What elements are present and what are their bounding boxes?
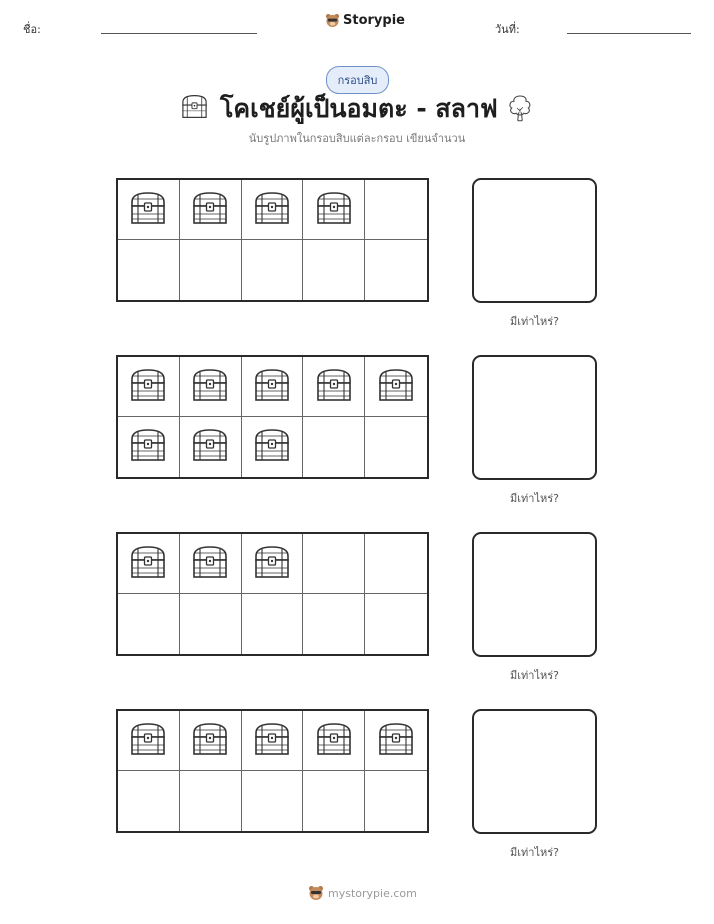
bear-mascot-icon (325, 13, 340, 28)
page-title: โคเชย์ผู้เป็นอมตะ - สลาฟ (220, 94, 498, 123)
frame-cell (365, 534, 427, 594)
treasure-chest-icon (376, 721, 416, 761)
frame-cell (118, 534, 180, 594)
frame-cell (180, 357, 242, 417)
treasure-chest-icon (190, 190, 230, 230)
treasure-chest-icon (376, 367, 416, 407)
treasure-chest-icon (190, 427, 230, 467)
treasure-chest-icon (128, 721, 168, 761)
answer-box[interactable] (472, 532, 597, 657)
frame-cell (180, 534, 242, 594)
frame-cell (303, 594, 365, 654)
ten-frame (116, 178, 429, 302)
frame-cell (242, 711, 304, 771)
frame-cell (303, 240, 365, 300)
name-line[interactable] (101, 33, 257, 34)
treasure-chest-icon (252, 427, 292, 467)
frame-cell (242, 534, 304, 594)
frame-cell (365, 180, 427, 240)
treasure-chest-icon (190, 721, 230, 761)
frame-cell (365, 594, 427, 654)
frame-cell (118, 240, 180, 300)
frame-cell (118, 180, 180, 240)
count-prompt: มีเท่าไหร่? (510, 315, 559, 328)
frame-cell (242, 417, 304, 477)
frame-cell (242, 357, 304, 417)
treasure-chest-icon (252, 367, 292, 407)
frame-cell (303, 357, 365, 417)
frame-cell (180, 180, 242, 240)
answer-box[interactable] (472, 178, 597, 303)
treasure-chest-icon (128, 367, 168, 407)
ten-frame (116, 355, 429, 479)
treasure-chest-icon (314, 721, 354, 761)
frame-cell (242, 771, 304, 831)
frame-cell (365, 357, 427, 417)
instructions: นับรูปภาพในกรอบสิบแต่ละกรอบ เขียนจำนวน (248, 132, 466, 145)
frame-cell (242, 180, 304, 240)
frame-cell (118, 417, 180, 477)
brand-logo (325, 13, 405, 28)
frame-cell (180, 711, 242, 771)
tree-icon (505, 93, 535, 123)
ten-frame (116, 709, 429, 833)
treasure-chest-icon (128, 427, 168, 467)
frame-cell (180, 240, 242, 300)
frame-cell (118, 771, 180, 831)
treasure-chest-icon (190, 367, 230, 407)
frame-cell (180, 594, 242, 654)
treasure-chest-icon (128, 544, 168, 584)
count-prompt: มีเท่าไหร่? (510, 846, 559, 859)
frame-cell (242, 594, 304, 654)
frame-cell (303, 711, 365, 771)
answer-box[interactable] (472, 709, 597, 834)
date-label: วันที่: (495, 23, 520, 36)
category-tag: กรอบสิบ (326, 66, 389, 94)
frame-cell (118, 357, 180, 417)
frame-cell (180, 417, 242, 477)
frame-cell (303, 417, 365, 477)
footer-url: mystorypie.com (328, 886, 417, 900)
treasure-chest-icon (314, 367, 354, 407)
brand-name: Storypie (343, 13, 405, 28)
frame-cell (118, 711, 180, 771)
bear-mascot-icon (308, 885, 324, 901)
frame-cell (365, 711, 427, 771)
frame-cell (365, 417, 427, 477)
frame-cell (365, 240, 427, 300)
frame-cell (365, 771, 427, 831)
footer (308, 885, 417, 901)
frame-cell (242, 240, 304, 300)
treasure-chest-icon (190, 544, 230, 584)
frame-cell (303, 771, 365, 831)
count-prompt: มีเท่าไหร่? (510, 669, 559, 682)
treasure-chest-icon (252, 190, 292, 230)
frame-cell (180, 771, 242, 831)
date-line[interactable] (567, 33, 691, 34)
ten-frame (116, 532, 429, 656)
treasure-chest-icon (252, 544, 292, 584)
treasure-chest-icon (128, 190, 168, 230)
treasure-chest-icon (180, 93, 209, 120)
treasure-chest-icon (314, 190, 354, 230)
frame-cell (303, 534, 365, 594)
answer-box[interactable] (472, 355, 597, 480)
frame-cell (303, 180, 365, 240)
frame-cell (118, 594, 180, 654)
treasure-chest-icon (252, 721, 292, 761)
name-label: ชื่อ: (23, 23, 41, 36)
count-prompt: มีเท่าไหร่? (510, 492, 559, 505)
